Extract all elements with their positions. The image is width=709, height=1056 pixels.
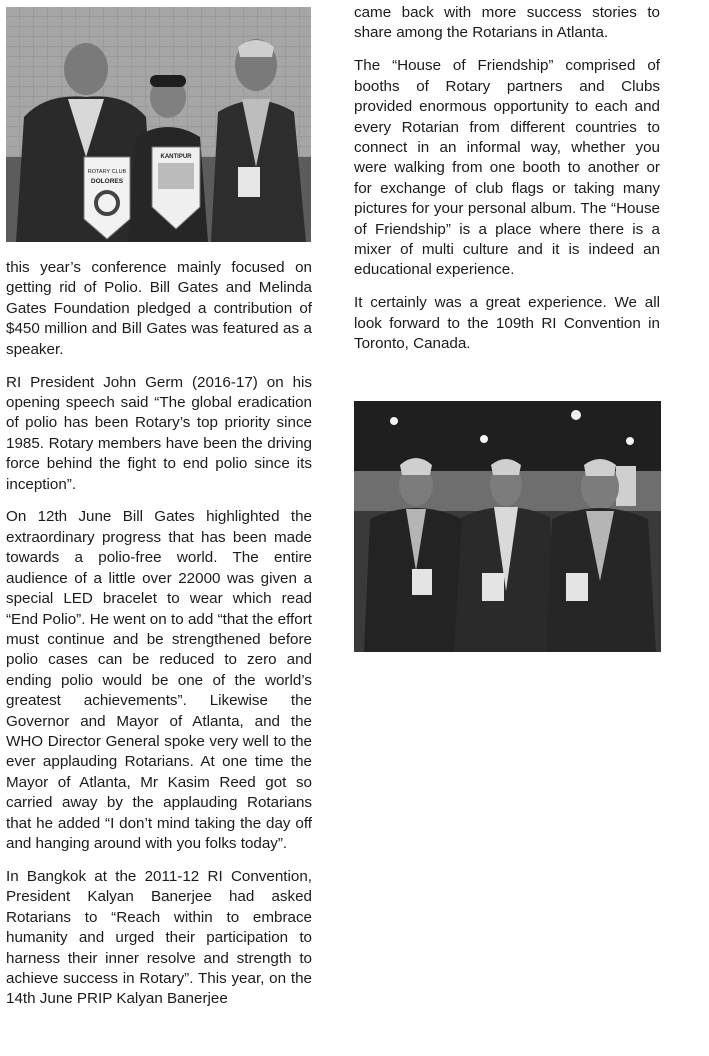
paragraph: The “House of Friendship” comprised of booths of Rotary partners and Clubs provided enormous opportunity to each and every Rotarian from different countries to connect in an informal way, whether you were walking from one booth to another or for exchange of club flags or taking many pictures for your personal album. The “House of Friendship” is a place where there is a mixer of multi culture and it is indeed an educational experience.: [354, 57, 660, 279]
paragraph: this year’s conference mainly focused on getting rid of Polio. Bill Gates and Melinda Gates Foundation pledged a contribution of $450 million and Bill Gates was featured as a speaker.: [6, 259, 312, 358]
paragraph: came back with more success stories to share among the Rotarians in Atlanta.: [354, 4, 660, 42]
photo-rotarians-with-banners: [6, 7, 311, 242]
banner-left-line-2: DOLORES: [90, 178, 124, 185]
banner-right-line: KANTIPUR: [160, 154, 192, 160]
article-left-column: [6, 258, 312, 1022]
photo-three-rotarians-convention-image: [354, 401, 661, 652]
paragraph: It certainly was a great experience. We all look forward to the 109th RI Convention in Toronto, Canada.: [354, 294, 660, 353]
photo-three-rotarians-convention: [354, 401, 661, 652]
paragraph: In Bangkok at the 2011-12 RI Convention, President Kalyan Banerjee had asked Rotarians to “Reach within to embrace humanity and urged their participation to harness their inner resolve and strength to achieve success in Rotary”. This year, on the 14th June PRIP Kalyan Banerjee: [6, 867, 312, 1008]
article-right-column: [354, 3, 660, 367]
paragraph: RI President John Germ (2016-17) on his opening speech said “The global eradication of polio has been Rotary’s top priority since 1985. Rotary members have been the driving force behind the fight to end polio since its inception”.: [6, 373, 312, 493]
photo-rotarians-with-banners-image: [6, 7, 311, 242]
paragraph: On 12th June Bill Gates highlighted the extraordinary progress that has been made towards a polio-free world. The entire audience of a little over 22000 was given a special LED bracelet to wear which read “End Polio”. He went on to add “that the effort must continue and be strengthened before polio cases can be reduced to zero and ending polio would be one of the world’s greatest achievements”. Likewise the Governor and Mayor of Atlanta, and the WHO Director General spoke very well to the ever applauding Rotarians. At one time the Mayor of Atlanta, Mr Kasim Reed got so carried away by the applauding Rotarians that he added “I don’t mind taking the day off and hanging around with you folks today”.: [6, 508, 312, 852]
banner-left-line-1: ROTARY CLUB: [87, 169, 127, 175]
